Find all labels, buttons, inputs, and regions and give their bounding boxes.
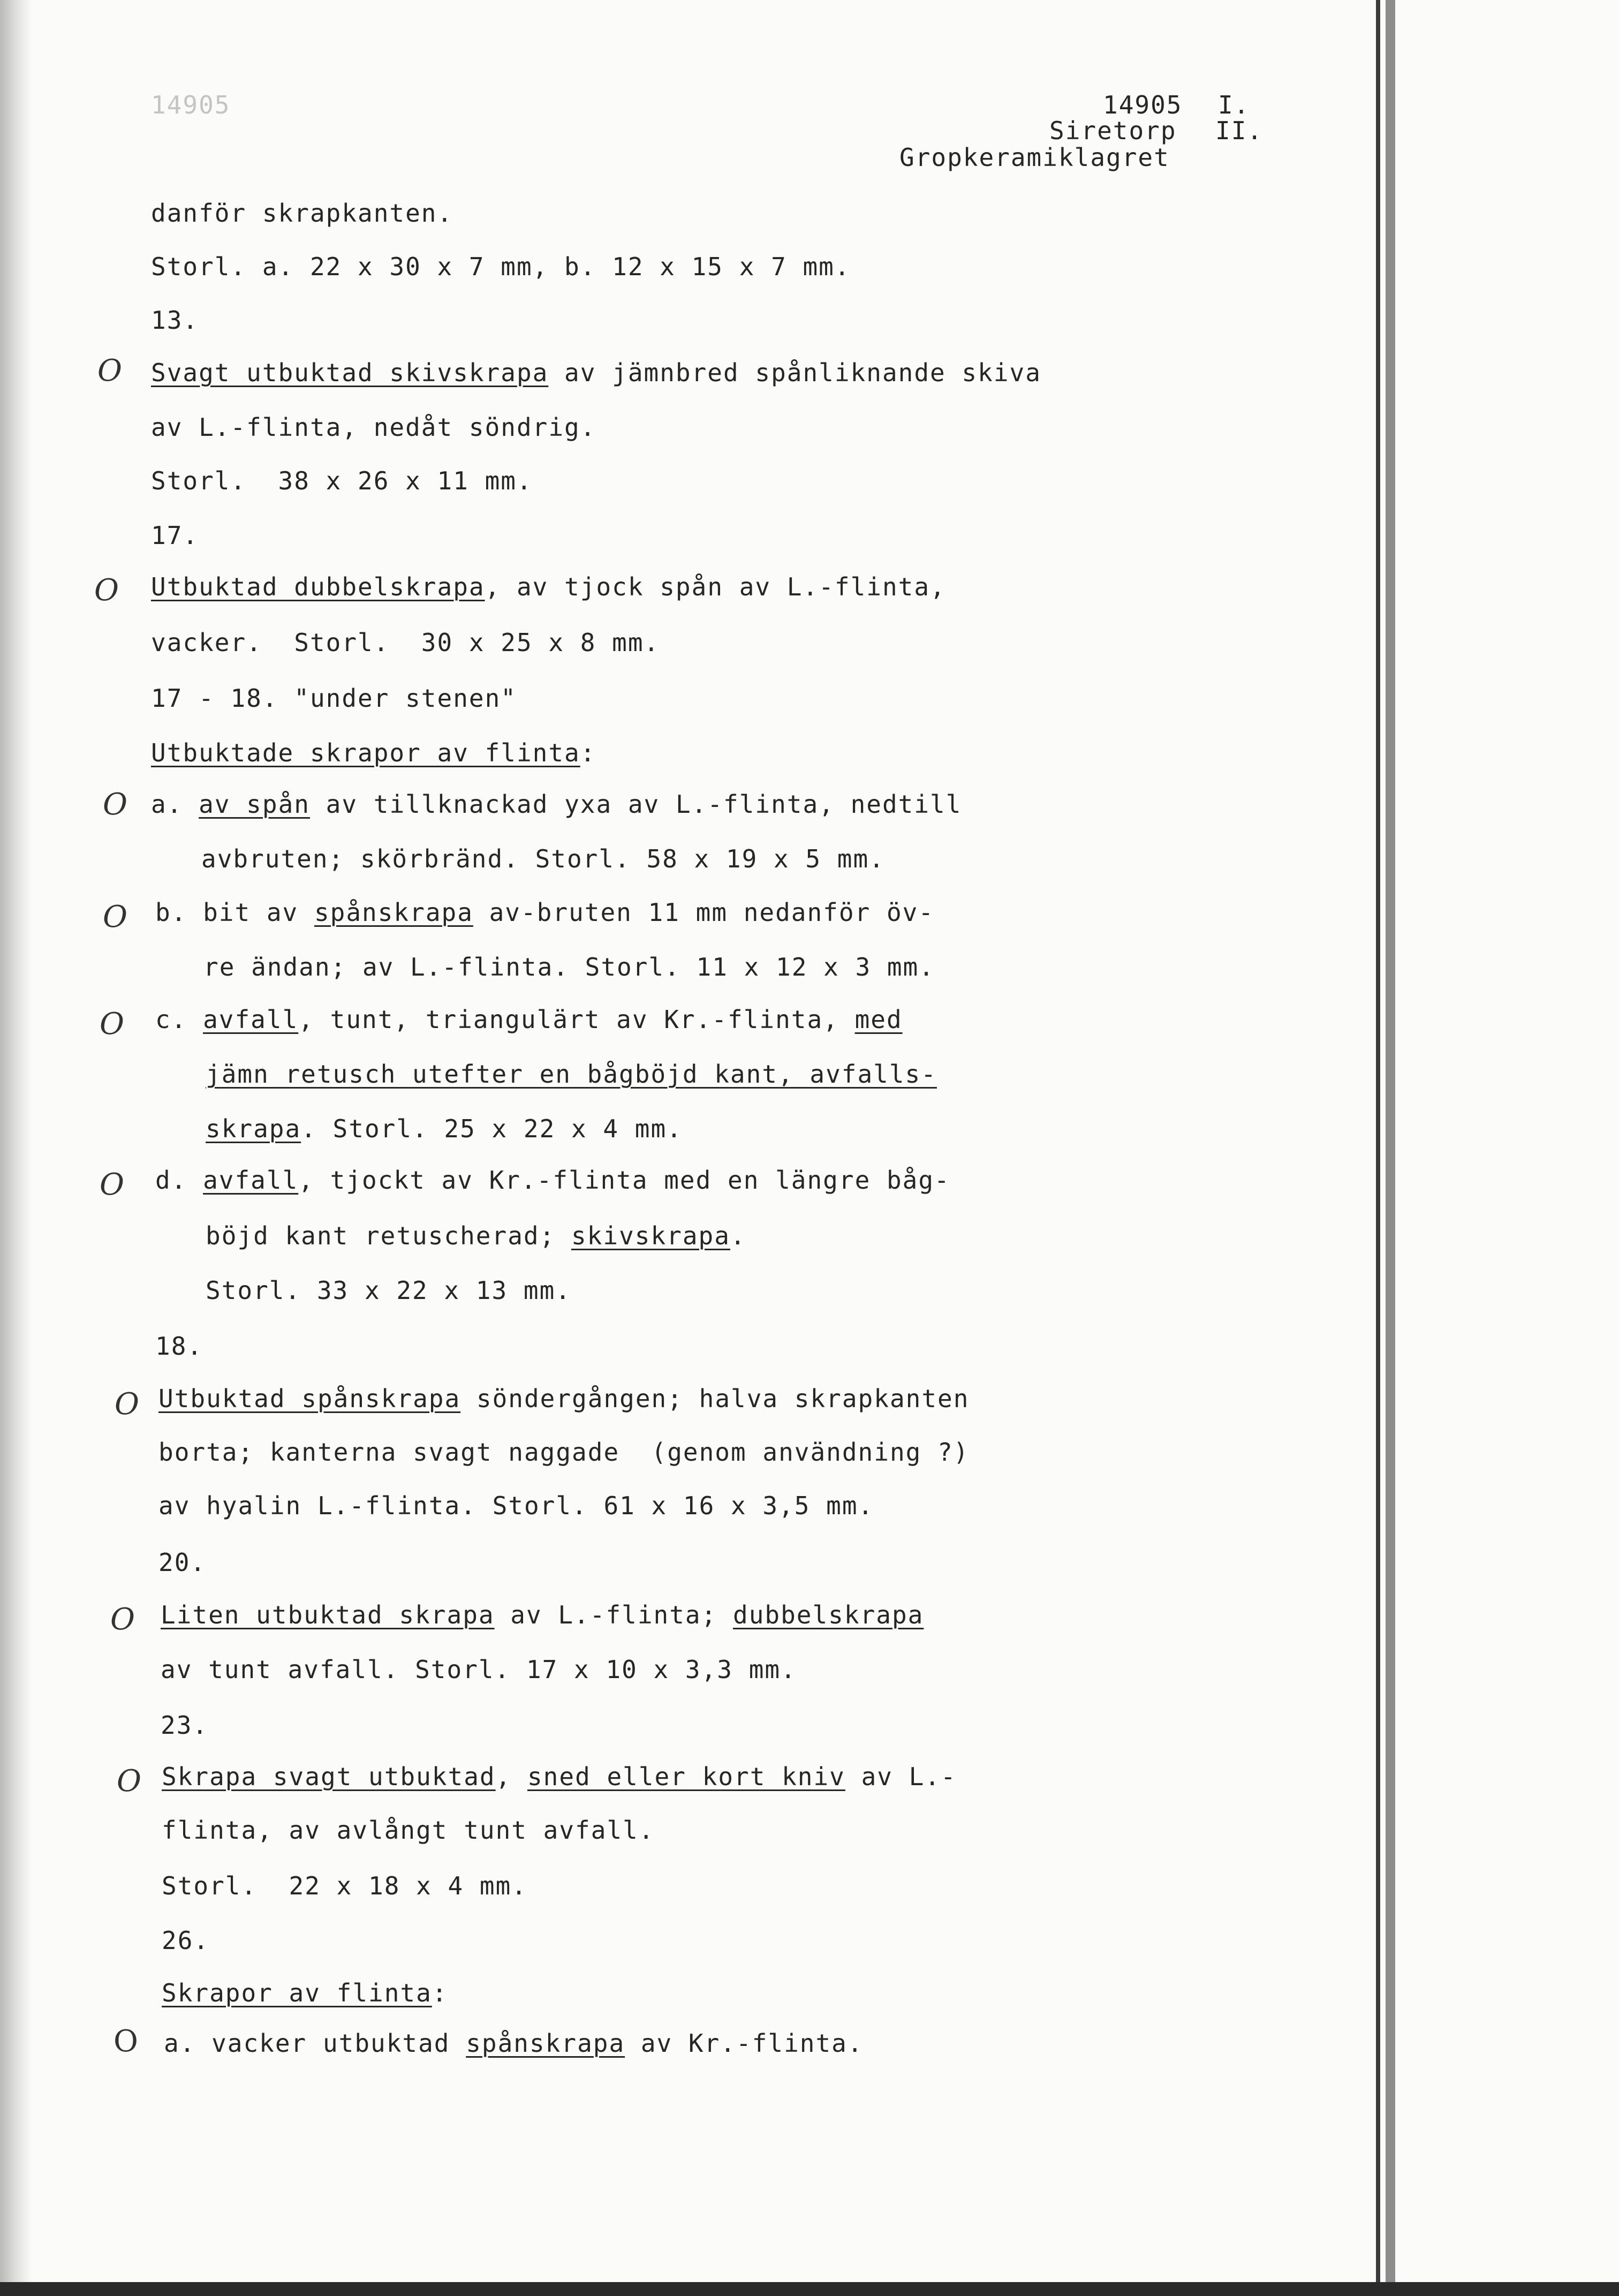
text-line: skrapa. Storl. 25 x 22 x 4 mm. — [206, 1114, 683, 1143]
item-number: 23. — [161, 1711, 209, 1740]
item-number: 17. — [151, 521, 199, 550]
margin-mark: O — [114, 2024, 138, 2059]
scan-right-edge — [1376, 0, 1619, 2296]
text-line: Svagt utbuktad skivskrapa av jämnbred spånliknande skiva — [151, 358, 1041, 387]
item-number: 20. — [158, 1548, 207, 1577]
margin-mark: O — [94, 573, 119, 608]
text-line: borta; kanterna svagt naggade (genom användning ?) — [158, 1438, 970, 1467]
roman-numeral-2: II. — [1215, 116, 1264, 145]
underlined-term: Svagt utbuktad skivskrapa — [151, 358, 549, 387]
text-line: d. avfall, tjockt av Kr.-flinta med en längre båg- — [155, 1166, 950, 1195]
text-line: Liten utbuktad skrapa av L.-flinta; dubbelskrapa — [161, 1600, 924, 1629]
text-line: Storl. 22 x 18 x 4 mm. — [162, 1871, 527, 1900]
text-line: Storl. a. 22 x 30 x 7 mm, b. 12 x 15 x 7 mm. — [151, 252, 851, 281]
text-line: av hyalin L.-flinta. Storl. 61 x 16 x 3,5 mm. — [158, 1491, 874, 1520]
faint-catalog-number: 14905 — [151, 90, 231, 119]
text-line: a. av spån av tillknackad yxa av L.-flinta, nedtill — [151, 790, 962, 819]
text-line: c. avfall, tunt, triangulärt av Kr.-flinta, med — [155, 1005, 903, 1034]
item-number: 26. — [162, 1926, 210, 1955]
text-line: Storl. 33 x 22 x 13 mm. — [206, 1276, 571, 1305]
text-line: Storl. 38 x 26 x 11 mm. — [151, 466, 533, 495]
item-number: 18. — [155, 1332, 203, 1361]
margin-mark: O — [100, 1167, 124, 1202]
margin-mark: O — [115, 1387, 139, 1422]
text-line: a. vacker utbuktad spånskrapa av Kr.-flinta. — [164, 2029, 864, 2058]
place-name: Siretorp — [1049, 116, 1177, 145]
scan-bottom-edge — [0, 2282, 1619, 2296]
text-line: jämn retusch utefter en bågböjd kant, avfalls- — [206, 1060, 937, 1089]
margin-mark: O — [117, 1764, 141, 1799]
text-line: böjd kant retuscherad; skivskrapa. — [206, 1221, 746, 1250]
text-line: vacker. Storl. 30 x 25 x 8 mm. — [151, 628, 660, 657]
catalog-number: 14905 — [1103, 90, 1183, 119]
margin-mark: O — [97, 353, 122, 388]
roman-numeral-1: I. — [1218, 90, 1250, 119]
margin-mark: O — [103, 900, 127, 934]
text-line: Utbuktad dubbelskrapa, av tjock spån av L.-flinta, — [151, 572, 946, 601]
text-line: avbruten; skörbränd. Storl. 58 x 19 x 5 mm. — [201, 844, 885, 873]
margin-mark: O — [103, 787, 127, 822]
margin-mark: O — [110, 1602, 135, 1637]
text-line: re ändan; av L.-flinta. Storl. 11 x 12 x 3 mm. — [203, 953, 935, 981]
scan-left-edge — [0, 0, 32, 2296]
text-line: av tunt avfall. Storl. 17 x 10 x 3,3 mm. — [161, 1655, 797, 1684]
text-line: danför skrapkanten. — [151, 199, 453, 228]
item-number: 13. — [151, 306, 199, 335]
text-line: 17 - 18. "under stenen" — [151, 684, 517, 713]
text-line: Skrapa svagt utbuktad, sned eller kort kniv av L.- — [162, 1762, 957, 1791]
underlined-term: Utbuktad dubbelskrapa — [151, 572, 485, 601]
site-name: Gropkeramiklagret — [899, 143, 1170, 172]
margin-mark: O — [100, 1007, 124, 1041]
text-line: flinta, av avlångt tunt avfall. — [162, 1816, 655, 1845]
text-line: Utbuktad spånskrapa söndergången; halva skrapkanten — [158, 1384, 970, 1413]
text-line: b. bit av spånskrapa av-bruten 11 mm nedanför öv- — [155, 898, 935, 927]
section-heading: Skrapor av flinta: — [162, 1978, 448, 2007]
text-line: av L.-flinta, nedåt söndrig. — [151, 413, 596, 442]
section-heading: Utbuktade skrapor av flinta: — [151, 738, 596, 767]
